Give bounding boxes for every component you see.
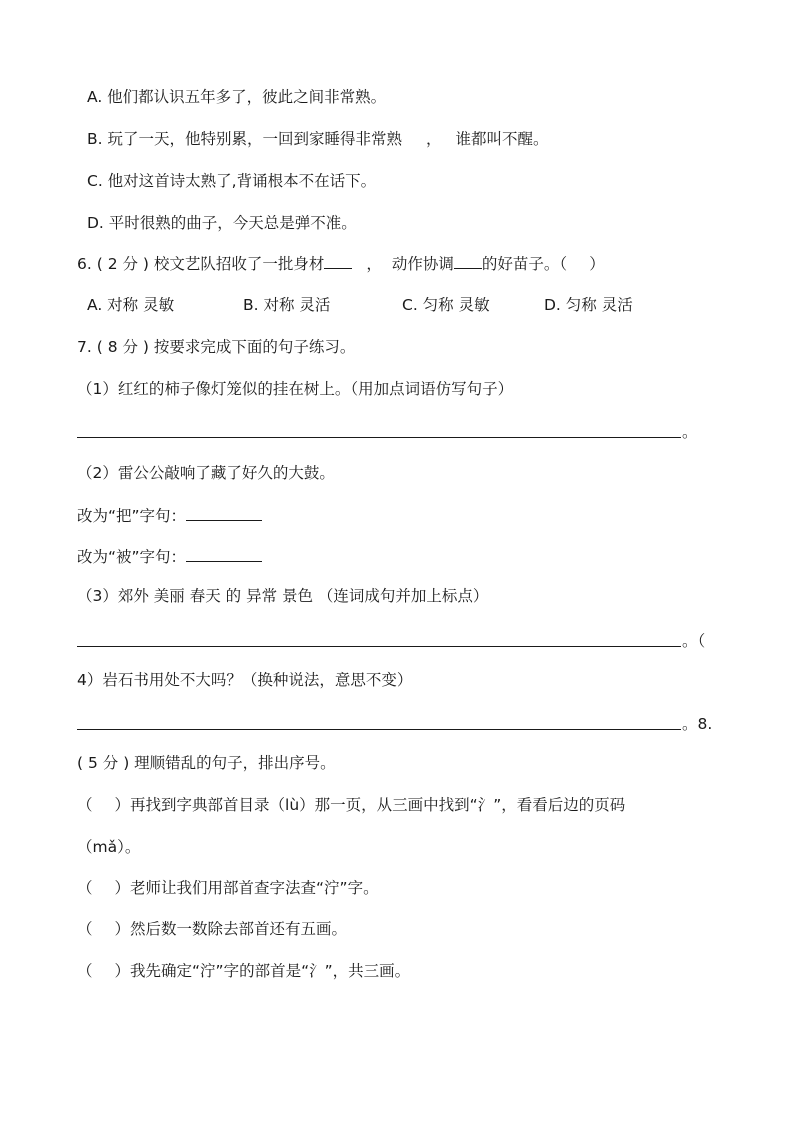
q8-item-2 — [77, 877, 379, 899]
q8-item-4-paren-open[interactable]: （ — [77, 962, 93, 980]
q8-item-1-paren-open[interactable]: （ — [77, 796, 93, 814]
q8-item-3-paren-close[interactable]: ） — [114, 920, 131, 938]
q5-option-d: D. 平时很熟的曲子，今天总是弹不准。 — [87, 214, 357, 232]
q7-part1: （1）红红的柿子像灯笼似的挂在树上。（用加点词语仿写句子） — [77, 380, 514, 398]
q6-option-a[interactable]: A. 对称 灵敏 — [87, 296, 175, 314]
q8-item-4-paren-close[interactable]: ） — [114, 962, 131, 980]
q7-part4-answer-line[interactable] — [77, 729, 681, 730]
q7-part2-bei — [77, 546, 262, 568]
q7-part4: 4）岩石书用处不大吗？（换种说法，意思不变） — [77, 671, 413, 689]
q8-item-1-cont: （mǎ）。 — [77, 838, 141, 856]
q8-item-3-text: 然后数一数除去部首还有五画。 — [130, 920, 348, 938]
q6-close: ） — [589, 255, 605, 273]
q7-part2-ba — [77, 505, 262, 527]
q8-item-3-paren-open[interactable]: （ — [77, 920, 93, 938]
q8-item-1-paren-close[interactable]: ） — [114, 796, 131, 814]
q8-item-4-text: 我先确定“泞”字的部首是“氵”，共三画。 — [130, 962, 411, 980]
q8-item-4 — [77, 960, 410, 982]
q5-option-b-comma: ， — [426, 130, 442, 148]
q8-item-2-paren-close[interactable]: ） — [114, 879, 131, 897]
q6-blank-1[interactable] — [324, 254, 352, 269]
q7-part2-bei-label: 改为“被”字句： — [77, 548, 187, 566]
q5-option-a: A. 他们都认识五年多了，彼此之间非常熟。 — [87, 88, 387, 106]
q8-item-3 — [77, 918, 347, 940]
q7-part1-answer-line[interactable] — [77, 437, 681, 438]
q6-option-d[interactable]: D. 匀称 灵活 — [544, 296, 633, 314]
q6-blank-2[interactable] — [454, 254, 482, 269]
q6-stem — [77, 253, 605, 275]
q7-part3: （3）郊外 美丽 春天 的 异常 景色 （连词成句并加上标点） — [77, 587, 489, 605]
q5-option-b-part2: 谁都叫不醒。 — [455, 130, 549, 148]
q7-part1-end: 。 — [682, 423, 698, 441]
q7-part2: （2）雷公公敲响了藏了好久的大鼓。 — [77, 464, 335, 482]
q7-part2-ba-blank[interactable] — [186, 506, 262, 521]
q5-option-b-part1: B. 玩了一天，他特别累，一回到家睡得非常熟 — [87, 130, 402, 148]
q5-option-b — [87, 128, 549, 150]
q7-part3-answer-line[interactable] — [77, 646, 681, 647]
q7-part3-end: 。（ — [682, 632, 706, 650]
q7-head: 7. ( 8 分 ) 按要求完成下面的句子练习。 — [77, 338, 356, 356]
q7-part2-ba-label: 改为“把”字句： — [77, 507, 187, 525]
q8-item-1 — [77, 794, 625, 816]
q6-mid: 动作协调 — [391, 255, 454, 273]
q7-part2-bei-blank[interactable] — [186, 547, 262, 562]
q5-option-c: C. 他对这首诗太熟了,背诵根本不在话下。 — [87, 172, 377, 190]
q8-item-1-text: 再找到字典部首目录（lù）那一页，从三画中找到“氵”，看看后边的页码 — [130, 796, 626, 814]
q8-item-2-paren-open[interactable]: （ — [77, 879, 93, 897]
q8-head: ( 5 分 ) 理顺错乱的句子，排出序号。 — [77, 754, 336, 772]
q8-item-2-text: 老师让我们用部首查字法查“泞”字。 — [130, 879, 379, 897]
q6-option-b[interactable]: B. 对称 灵活 — [243, 296, 331, 314]
q6-options — [87, 294, 633, 316]
q6-comma: ， — [366, 255, 382, 273]
q6-tail: 的好苗子。（ — [481, 255, 568, 273]
q7-part4-end: 。8. — [682, 715, 713, 733]
q6-option-c[interactable]: C. 匀称 灵敏 — [402, 296, 490, 314]
q6-head: 6. ( 2 分 ) 校文艺队招收了一批身材 — [77, 255, 325, 273]
